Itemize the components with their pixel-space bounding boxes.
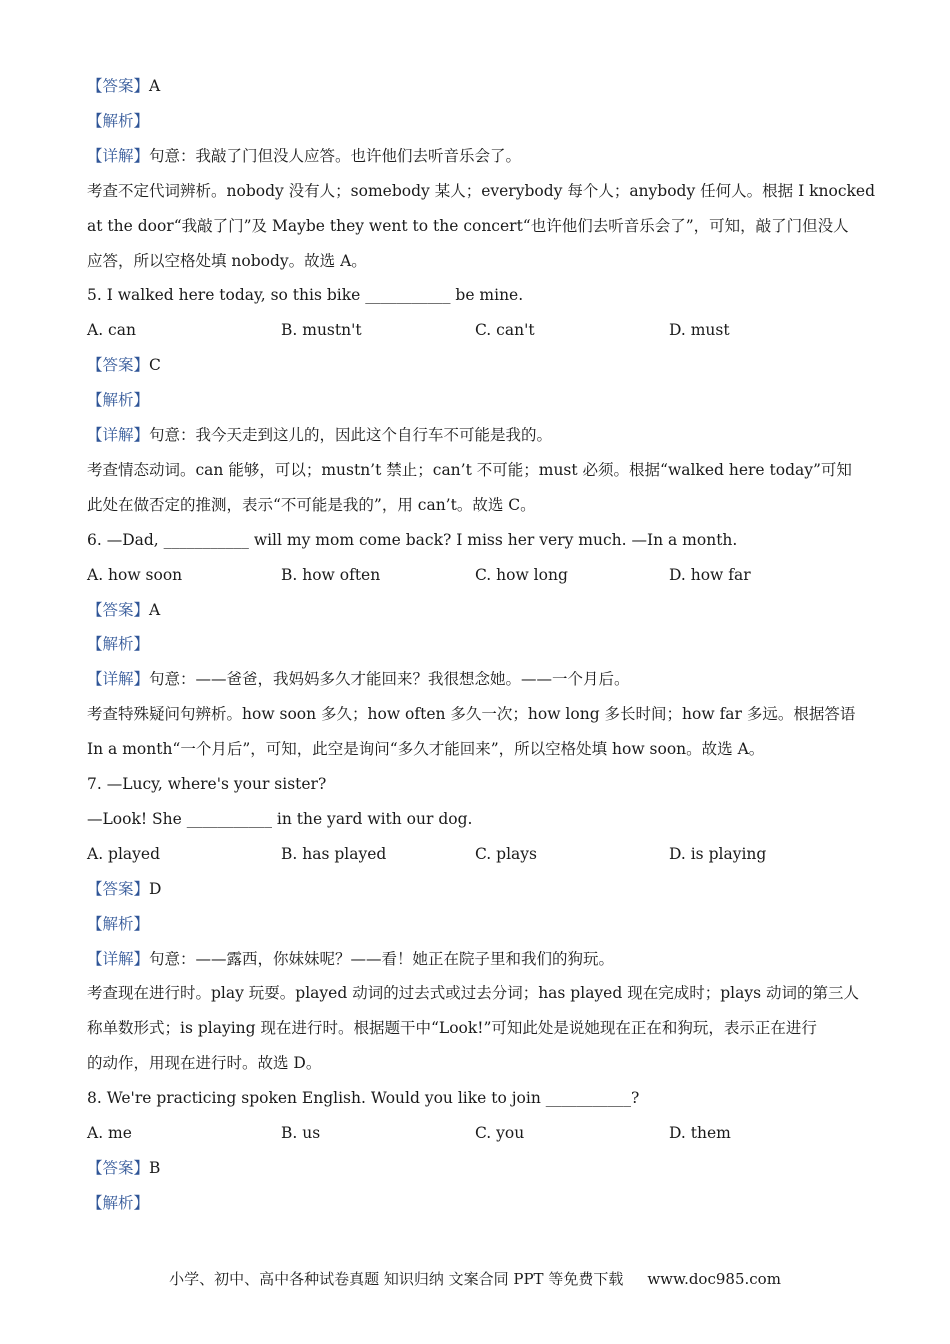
text-text: 应答，所以空格处填 nobody。故选 A。 [87,252,367,270]
option-d: D. must [669,321,730,339]
analysis-heading [87,111,149,131]
explanation-line [87,739,764,759]
detail-text: 句意：我今天走到这儿的，因此这个自行车不可能是我的。 [149,426,553,444]
question-text: 8. We're practicing spoken English. Would you like to join ___________? [87,1089,640,1107]
option-c: C. plays [475,845,537,863]
answer-line [87,600,160,620]
footer-text: 小学、初中、高中各种试卷真题 知识归纳 文案合同 PPT 等免费下载 [169,1270,624,1288]
option-d: D. is playing [669,845,767,863]
page-footer [0,1269,950,1289]
detail-tag: 【详解】 [87,147,150,165]
answer-value: A [149,77,161,95]
detail-text: 句意：我敲了门但没人应答。也许他们去听音乐会了。 [149,147,522,165]
answer-value: D [149,880,162,898]
option-b: B. has played [281,845,387,863]
question-text: 5. I walked here today, so this bike ___________ be mine. [87,286,524,304]
text-text: at the door“我敲了门”及 Maybe they went to the concert“也许他们去听音乐会了”，可知，敲了门但没人 [87,217,849,235]
question-line [87,809,472,829]
option-a: A. can [87,321,136,339]
analysis-heading [87,914,149,934]
detail-text: 句意：——露西，你妹妹呢？——看！她正在院子里和我们的狗玩。 [149,950,615,968]
option-c: C. can't [475,321,535,339]
explanation-line [87,983,859,1003]
text-text: 考查不定代词辨析。nobody 没有人；somebody 某人；everybody 每个人；anybody 任何人。根据 I knocked [87,182,876,200]
option-d: D. how far [669,566,751,584]
detail-line [87,669,630,689]
answer-tag: 【答案】 [87,601,150,619]
answer-tag: 【答案】 [87,77,150,95]
answer-tag: 【答案】 [87,1159,150,1177]
option-d: D. them [669,1124,731,1142]
text-text: 的动作，用现在进行时。故选 D。 [87,1054,322,1072]
question-line [87,774,326,794]
answer-value: A [149,601,161,619]
detail-text: 句意：——爸爸，我妈妈多久才能回来？我很想念她。——一个月后。 [149,670,630,688]
answer-line [87,76,160,96]
detail-tag: 【详解】 [87,426,150,444]
answer-tag: 【答案】 [87,356,150,374]
question-text: 7. —Lucy, where's your sister? [87,775,327,793]
analysis-tag: 【解析】 [87,915,150,933]
text-text: In a month“一个月后”，可知，此空是询问“多久才能回来”，所以空格处填 how soon。故选 A。 [87,740,765,758]
answer-value: B [149,1159,161,1177]
analysis-heading [87,1193,149,1213]
footer-url[interactable]: www.doc985.com [647,1270,781,1288]
detail-line [87,425,552,445]
analysis-heading [87,390,149,410]
text-text: 考查现在进行时。play 玩耍。played 动词的过去式或过去分词；has played 现在完成时；plays 动词的第三人 [87,984,859,1002]
analysis-tag: 【解析】 [87,1194,150,1212]
text-text: 称单数形式；is playing 现在进行时。根据题干中“Look!”可知此处是说她现在正在和狗玩，表示正在进行 [87,1019,817,1037]
analysis-tag: 【解析】 [87,391,150,409]
question-line [87,285,523,305]
text-text: 考查特殊疑问句辨析。how soon 多久；how often 多久一次；how long 多长时间；how far 多远。根据答语 [87,705,856,723]
answer-value: C [149,356,161,374]
detail-tag: 【详解】 [87,670,150,688]
question-line [87,530,737,550]
explanation-line [87,1053,321,1073]
explanation-line [87,704,855,724]
detail-tag: 【详解】 [87,950,150,968]
explanation-line [87,216,849,236]
text-text: 考查情态动词。can 能够，可以；mustn’t 禁止；can’t 不可能；must 必须。根据“walked here today”可知 [87,461,852,479]
analysis-tag: 【解析】 [87,112,150,130]
analysis-heading [87,634,149,654]
option-c: C. how long [475,566,568,584]
answer-tag: 【答案】 [87,880,150,898]
detail-line [87,949,614,969]
answer-line [87,355,161,375]
answer-line [87,879,161,899]
explanation-line [87,251,367,271]
detail-line [87,146,521,166]
explanation-line [87,181,875,201]
option-b: B. us [281,1124,321,1142]
option-c: C. you [475,1124,525,1142]
analysis-tag: 【解析】 [87,635,150,653]
text-text: 此处在做否定的推测，表示“不可能是我的”，用 can’t。故选 C。 [87,496,536,514]
option-a: A. how soon [87,566,183,584]
explanation-line [87,460,852,480]
answer-line [87,1158,160,1178]
question-text: 6. —Dad, ___________ will my mom come back? I miss her very much. —In a month. [87,531,738,549]
option-a: A. me [87,1124,132,1142]
question-text: —Look! She ___________ in the yard with our dog. [87,810,473,828]
option-a: A. played [87,845,161,863]
question-line [87,1088,639,1108]
explanation-line [87,1018,817,1038]
explanation-line [87,495,536,515]
option-b: B. how often [281,566,381,584]
option-b: B. mustn't [281,321,362,339]
